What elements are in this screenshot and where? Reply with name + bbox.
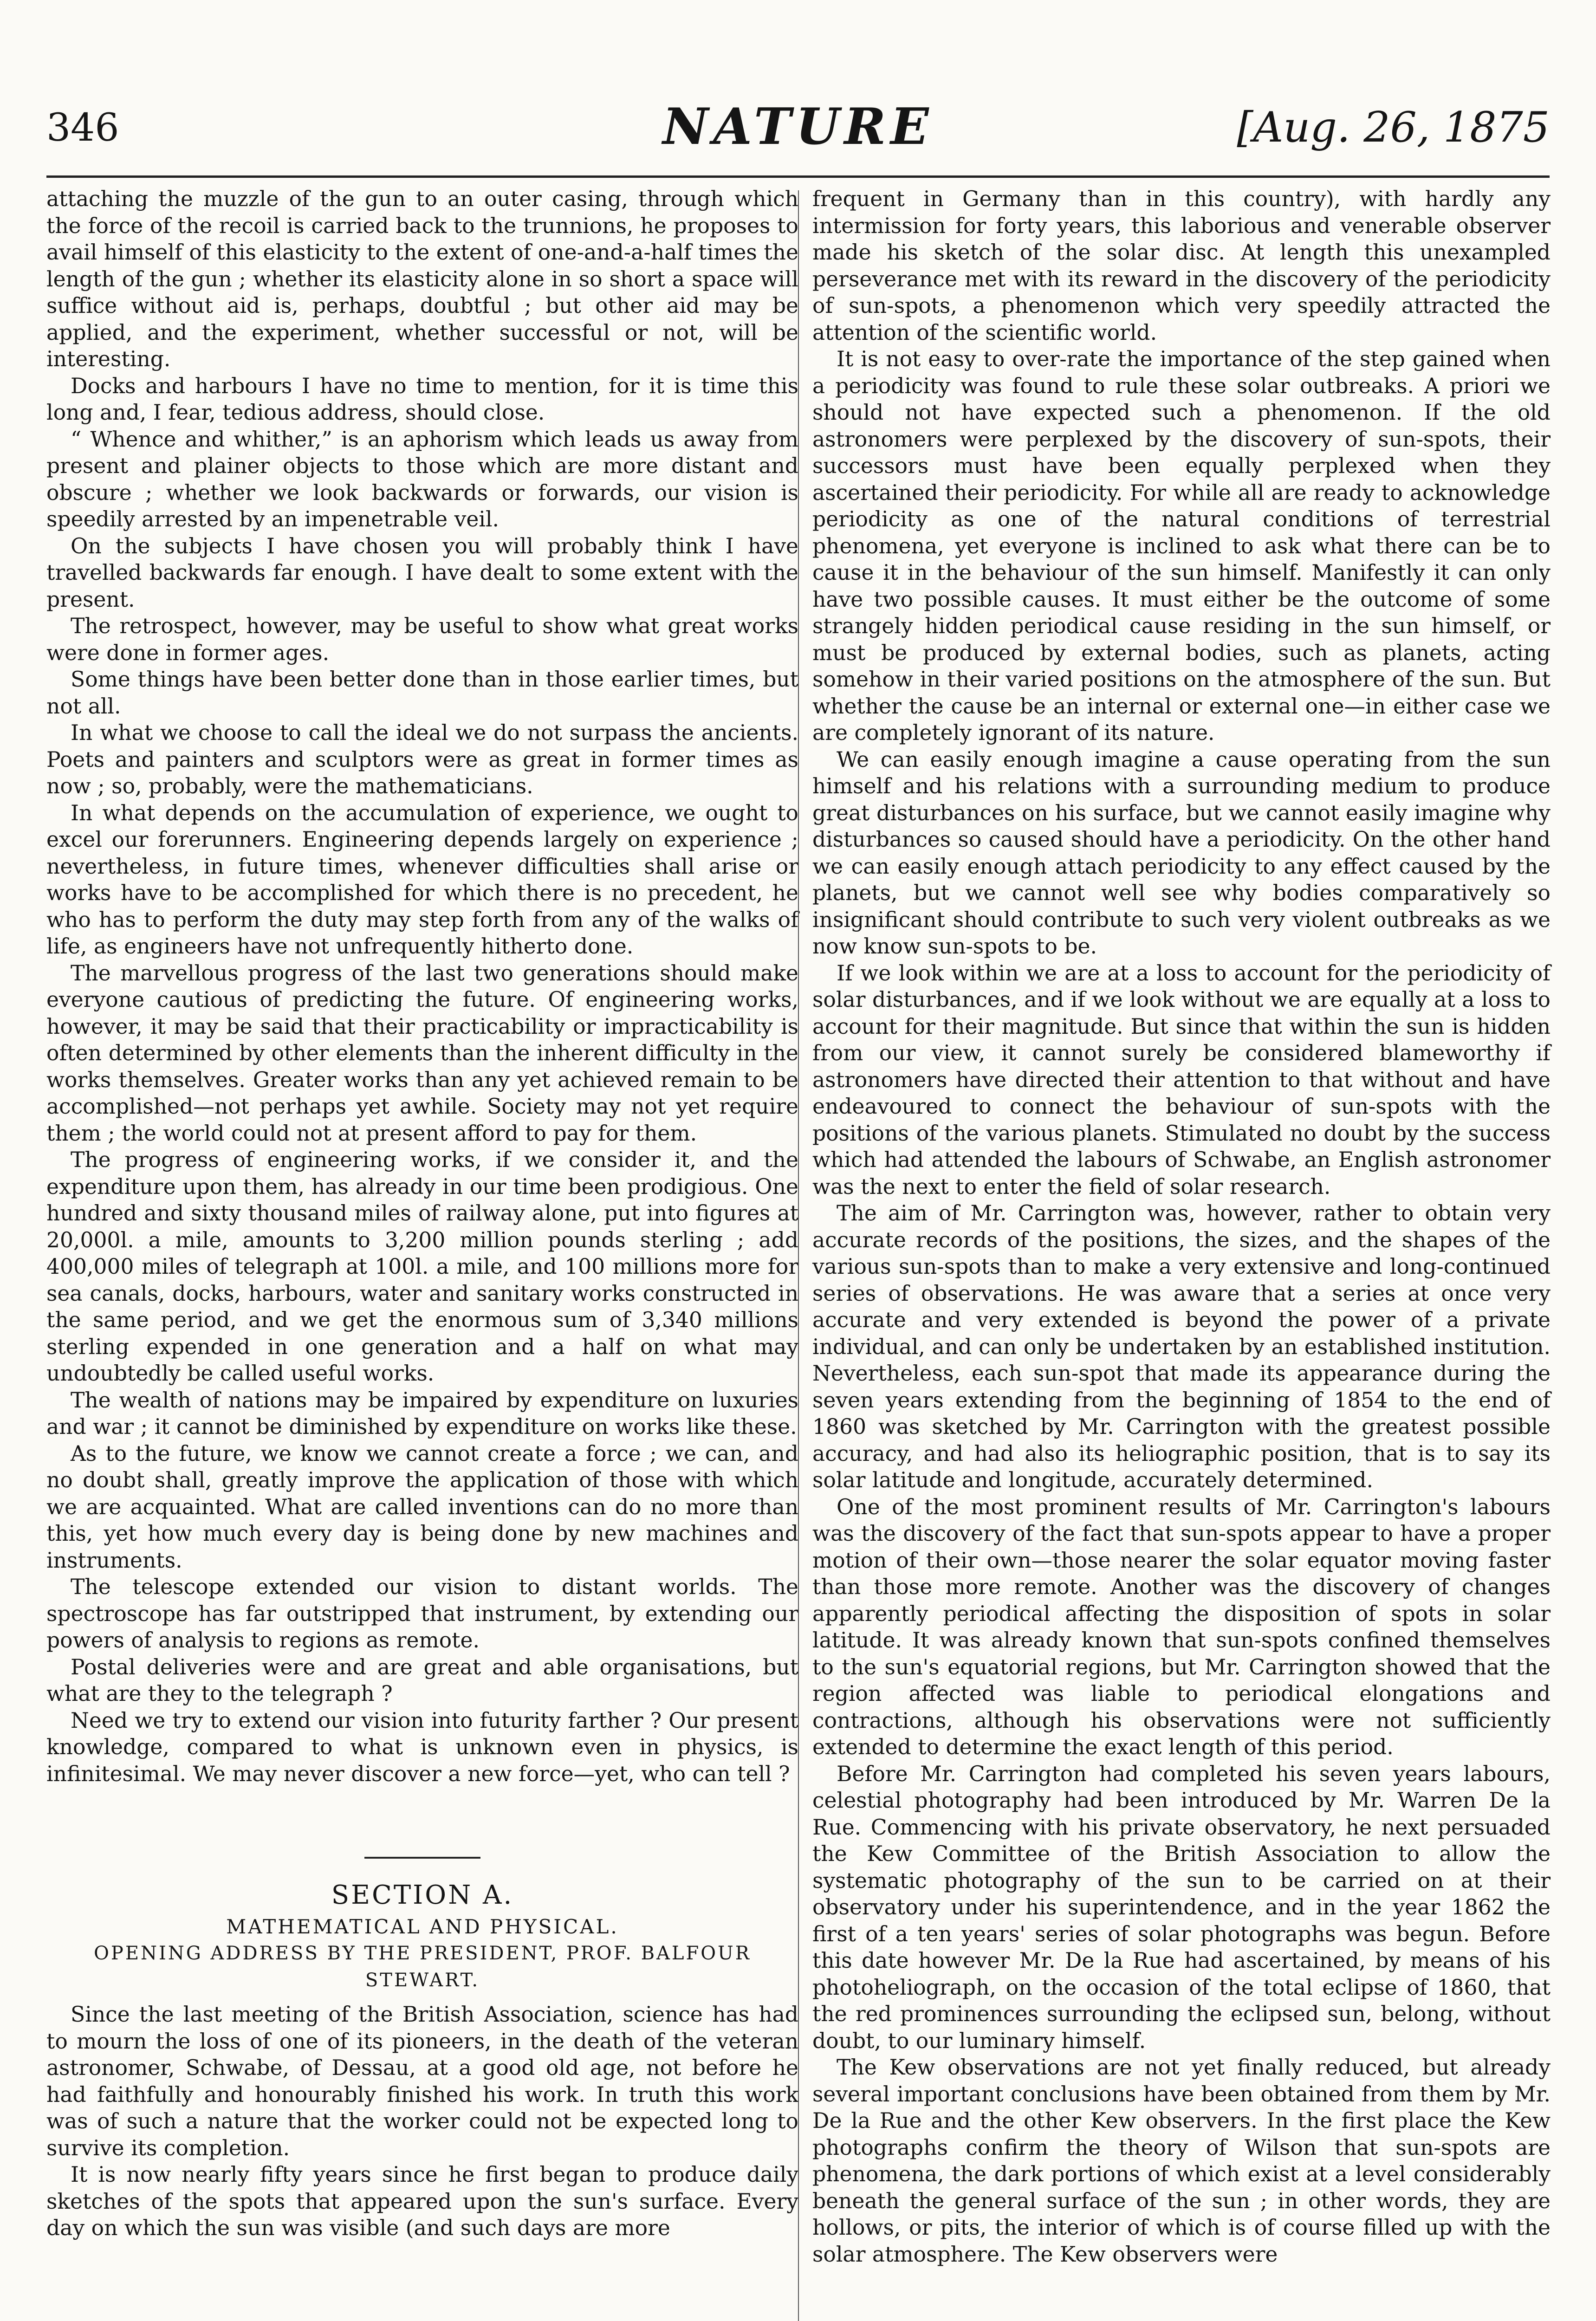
paragraph: Before Mr. Carrington had completed his seven years labours, celestial photography had been introduced by Mr. Warren De la Rue. Commencing with his private observatory, he next persuaded the Kew Committee of the British Association to allow the systematic photography of the sun to be carried on at their observatory under his superintendence, and in the year 1862 the first of a ten years' series of solar photographs was begun. Before this date however Mr. De la Rue had ascertained, by means of his photoheliograph, on the occasion of the total eclipse of 1860, that the red prominences surrounding the eclipsed sun, belong, without doubt, to our luminary himself. <box>812 1761 1551 2053</box>
paragraph: The telescope extended our vision to distant worlds. The spectroscope has far outstripped that instrument, by extending our powers of analysis to regions as remote. <box>46 1575 798 1653</box>
paragraph: We can easily enough imagine a cause operating from the sun himself and his relations with a surrounding medium to produce great disturbances on his surface, but we cannot easily imagine why disturbances so caused should have a periodicity. On the other hand we can easily enough attach periodicity to any effect caused by the planets, but we cannot well see why bodies comparatively so insignificant should contribute to such very violent outbreaks as we now know sun-spots to be. <box>812 747 1551 959</box>
column-divider <box>798 190 799 2321</box>
header-rule <box>46 175 1550 178</box>
section-heading <box>46 1857 798 1994</box>
paragraph: It is now nearly fifty years since he first began to produce daily sketches of the spots that appeared upon the sun's surface. Every day on which the sun was visible (and such days are more <box>46 2162 798 2240</box>
paragraph: “ Whence and whither,” is an aphorism which leads us away from present and plainer objects to those which are more distant and obscure ; whether we look backwards or forwards, our vision is speedily arrested by an impenetrable veil. <box>46 427 798 532</box>
paragraph: Postal deliveries were and are great and able organisations, but what are they to the telegraph ? <box>46 1654 798 1706</box>
paragraph: attaching the muzzle of the gun to an outer casing, through which the force of the recoil is carried back to the trunnions, he proposes to avail himself of this elasticity to the extent of one-and-a-half times the length of the gun ; whether its elasticity alone in so short a space will suffice without aid is, perhaps, doubtful ; but other aid may be applied, and the experiment, whether successful or not, will be interesting. <box>46 187 798 371</box>
section-subtitle: MATHEMATICAL AND PHYSICAL. <box>226 1915 619 1938</box>
paragraph: If we look within we are at a loss to account for the periodicity of solar disturbances, and if we look without we are equally at a loss to account for their magnitude. But since that within the sun is hidden from our view, it cannot surely be considered blameworthy if astronomers have directed their attention to that without and have endeavoured to connect the behaviour of sun-spots with the positions of the various planets. Stimulated no doubt by the success which had attended the labours of Schwabe, an English astronomer was the next to enter the field of solar research. <box>812 960 1551 1199</box>
paragraph: The retrospect, however, may be useful to show what great works were done in former ages. <box>46 614 798 665</box>
paragraph: The wealth of nations may be impaired by expenditure on luxuries and war ; it cannot be diminished by expenditure on works like these. <box>46 1387 798 1439</box>
paragraph: Need we try to extend our vision into futurity farther ? Our present knowledge, compared to what is unknown even in physics, is infinitesimal. We may never discover a new force—yet, who can tell ? <box>46 1708 798 1786</box>
paragraph: The marvellous progress of the last two generations should make everyone cautious of predicting the future. Of engineering works, however, it may be said that their practicability or impracticability is often determined by other elements than the inherent difficulty in the works themselves. Greater works than any yet achieved remain to be accomplished—not perhaps yet awhile. Society may not yet require them ; the world could not at present afford to pay for them. <box>46 960 798 1146</box>
paragraph: Docks and harbours I have no time to mention, for it is time this long and, I fear, tedious address, should close. <box>46 373 798 425</box>
paragraph: One of the most prominent results of Mr. Carrington's labours was the discovery of the fact that sun-spots appear to have a proper motion of their own—those nearer the solar equator moving faster than those more remote. Another was the discovery of changes apparently periodical affecting the disposition of spots in solar latitude. It was already known that sun-spots confined themselves to the sun's equatorial regions, but Mr. Carrington showed that the region affected was liable to periodical elongations and contractions, although his observations were not sufficiently extended to determine the exact length of this period. <box>812 1494 1551 1759</box>
issue-date: [Aug. 26, 1875 <box>1237 103 1550 152</box>
paragraph: Since the last meeting of the British Association, science has had to mourn the loss of one of its pioneers, in the death of the veteran astronomer, Schwabe, of Dessau, at a good old age, not before he had faithfully and honourably finished his work. In truth this work was of such a nature that the worker could not be expected long to survive its completion. <box>46 2002 798 2160</box>
paragraph: In what we choose to call the ideal we do not surpass the ancients. Poets and painters and sculptors were as great in former times as now ; so, probably, were the mathematicians. <box>46 720 798 798</box>
address-byline: OPENING ADDRESS BY THE PRESIDENT, PROF. BALFOUR STEWART. <box>94 1943 751 1991</box>
paragraph: It is not easy to over-rate the importance of the step gained when a periodicity was found to rule these solar outbreaks. A priori we should not have expected such a phenomenon. If the old astronomers were perplexed by the discovery of sun-spots, their successors must have been equally perplexed when they ascertained their periodicity. For while all are ready to acknowledge periodicity as one of the natural conditions of terrestrial phenomena, yet everyone is inclined to ask what there can be to cause it in the behaviour of the sun himself. Manifestly it can only have two possible causes. It must either be the outcome of some strangely hidden periodical cause residing in the sun himself, or must be produced by external bodies, such as planets, acting somehow in their varied positions on the atmosphere of the sun. But whether the cause be an internal or external one—in either case we are completely ignorant of its nature. <box>812 347 1551 745</box>
page-number: 346 <box>46 106 119 150</box>
paragraph: On the subjects I have chosen you will probably think I have travelled backwards far enough. I have dealt to some extent with the present. <box>46 533 798 612</box>
paragraph: The aim of Mr. Carrington was, however, rather to obtain very accurate records of the positions, the sizes, and the shapes of the various sun-spots than to make a very extensive and long-continued series of observations. He was aware that a series at once very accurate and very extended is beyond the power of a private individual, and can only be undertaken by an established institution. Nevertheless, each sun-spot that made its appearance during the seven years extending from the beginning of 1854 to the end of 1860 was sketched by Mr. Carrington with the greatest possible accuracy, and had also its heliographic position, that is to say its solar latitude and longitude, accurately determined. <box>812 1201 1551 1492</box>
paragraph: Some things have been better done than in those earlier times, but not all. <box>46 667 798 719</box>
left-column <box>46 186 798 2242</box>
section-title: SECTION A. <box>331 1880 514 1910</box>
paragraph: In what depends on the accumulation of experience, we ought to excel our forerunners. Engineering depends largely on experience ; nevertheless, in future times, whenever difficulties shall arise or works have to be accomplished for which there is no precedent, he who has to perform the duty may step forth from any of the walks of life, as engineers have not unfrequently hitherto done. <box>46 800 798 959</box>
paragraph: The progress of engineering works, if we consider it, and the expenditure upon them, has already in our time been prodigious. One hundred and sixty thousand miles of railway alone, put into figures at 20,000l. a mile, amounts to 3,200 million pounds sterling ; add 400,000 miles of telegraph at 100l. a mile, and 100 millions more for sea canals, docks, harbours, water and sanitary works constructed in the same period, and we get the enormous sum of 3,340 millions sterling expended in one generation and a half on what may undoubtedly be called useful works. <box>46 1148 798 1386</box>
paragraph: The Kew observations are not yet finally reduced, but already several important conclusions have been obtained from them by Mr. De la Rue and the other Kew observers. In the first place the Kew photographs confirm the theory of Wilson that sun-spots are phenomena, the dark portions of which exist at a level considerably beneath the general surface of the sun ; in other words, they are hollows, or pits, the interior of which is of course filled up with the solar atmosphere. The Kew observers were <box>812 2055 1551 2267</box>
right-column <box>812 186 1551 2268</box>
section-rule <box>364 1857 480 1859</box>
journal-title: NATURE <box>662 97 934 156</box>
paragraph: frequent in Germany than in this country), with hardly any intermission for forty years, this laborious and venerable observer made his sketch of the solar disc. At length this unexampled perseverance met with its reward in the discovery of the periodicity of sun-spots, a phenomenon which very speedily attracted the attention of the scientific world. <box>812 187 1551 345</box>
paragraph: As to the future, we know we cannot create a force ; we can, and no doubt shall, greatly improve the application of those with which we are acquainted. What are called inventions can do no more than this, yet how much every day is being done by new machines and instruments. <box>46 1441 798 1573</box>
page-header <box>46 97 1550 167</box>
